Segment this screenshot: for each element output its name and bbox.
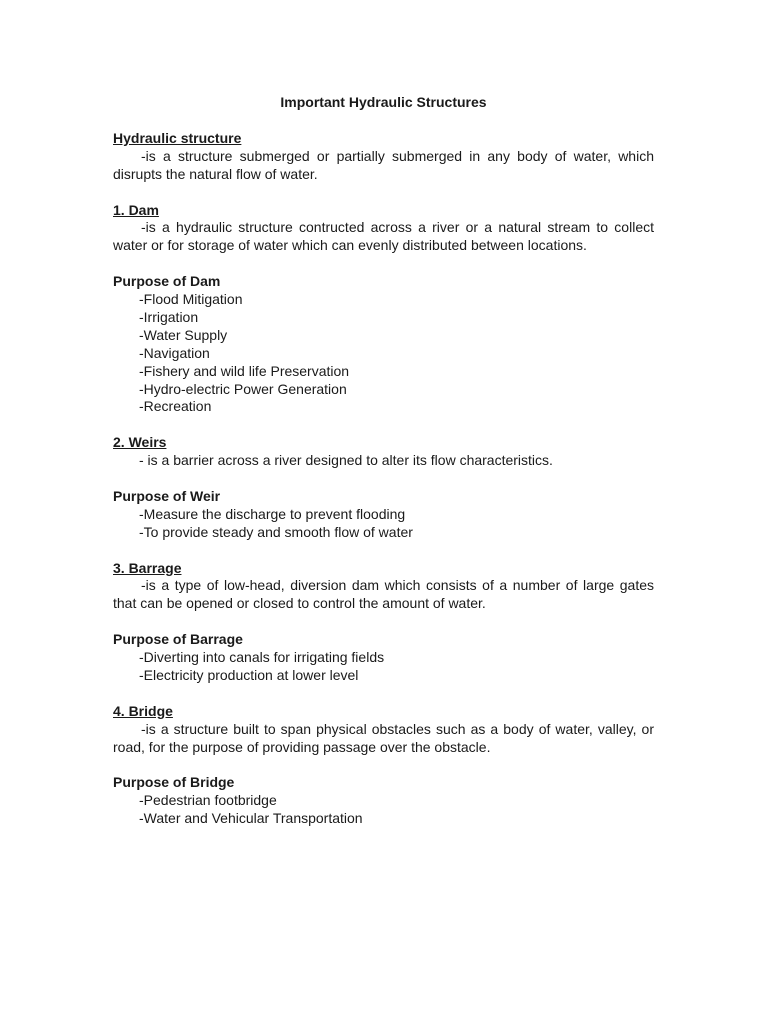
list-item: -Diverting into canals for irrigating fields bbox=[139, 649, 385, 666]
document-title: Important Hydraulic Structures bbox=[280, 94, 487, 110]
list-item: -Recreation bbox=[139, 398, 212, 415]
heading-dam: 1. Dam bbox=[113, 201, 159, 218]
section-weirs bbox=[113, 434, 654, 470]
list-item: -Pedestrian footbridge bbox=[139, 792, 277, 809]
section-dam-purpose bbox=[113, 273, 654, 416]
definition-dam: -is a hydraulic structure contructed across a river or a natural stream to collect water or for storage of water which can evenly distributed between locations. bbox=[113, 219, 654, 254]
heading-bridge: 4. Bridge bbox=[113, 702, 173, 719]
section-bridge-purpose bbox=[113, 774, 654, 828]
list-item: -To provide steady and smooth flow of water bbox=[139, 523, 413, 540]
heading-bridge-purpose: Purpose of Bridge bbox=[113, 774, 235, 791]
definition-bridge: -is a structure built to span physical obstacles such as a body of water, valley, or road, for the purpose of providing passage over the obstacle. bbox=[113, 720, 654, 755]
list-item: -Fishery and wild life Preservation bbox=[139, 362, 350, 379]
section-hydraulic-structure bbox=[113, 130, 654, 184]
list-item: -Flood Mitigation bbox=[139, 291, 243, 308]
section-barrage bbox=[113, 560, 654, 614]
heading-weirs: 2. Weirs bbox=[113, 434, 167, 451]
heading-weir-purpose: Purpose of Weir bbox=[113, 487, 221, 504]
section-bridge bbox=[113, 703, 654, 757]
heading-hydraulic-structure: Hydraulic structure bbox=[113, 129, 242, 146]
list-item: -Hydro-electric Power Generation bbox=[139, 380, 347, 397]
heading-barrage-purpose: Purpose of Barrage bbox=[113, 631, 243, 648]
section-weir-purpose bbox=[113, 488, 654, 542]
heading-dam-purpose: Purpose of Dam bbox=[113, 273, 221, 290]
section-barrage-purpose bbox=[113, 631, 654, 685]
section-dam bbox=[113, 202, 654, 256]
definition-hydraulic-structure: -is a structure submerged or partially submerged in any body of water, which disrupts the natural flow of water. bbox=[113, 147, 654, 182]
list-item: -Navigation bbox=[139, 344, 210, 361]
list-item: -Irrigation bbox=[139, 308, 199, 325]
heading-barrage: 3. Barrage bbox=[113, 559, 182, 576]
list-item: -Measure the discharge to prevent flooding bbox=[139, 505, 406, 522]
list-item: -Water Supply bbox=[139, 326, 228, 343]
list-item: -Electricity production at lower level bbox=[139, 667, 359, 683]
document-page bbox=[113, 94, 654, 846]
definition-weirs: - is a barrier across a river designed to alter its flow characteristics. bbox=[139, 452, 553, 469]
definition-barrage: -is a type of low-head, diversion dam which consists of a number of large gates that can be opened or closed to control the amount of water. bbox=[113, 577, 654, 612]
list-item: -Water and Vehicular Transportation bbox=[139, 810, 363, 827]
